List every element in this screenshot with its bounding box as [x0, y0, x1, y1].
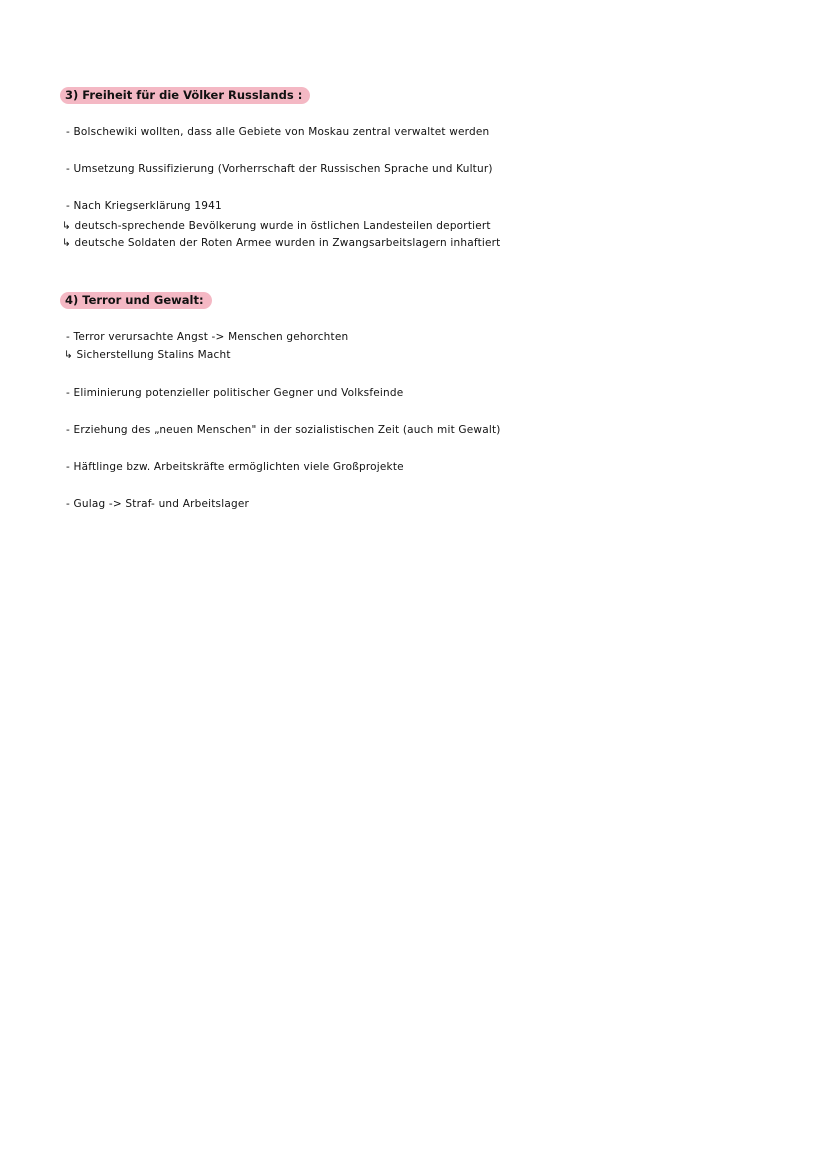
section-3-bullet-3: - Nach Kriegserklärung 1941	[66, 200, 222, 212]
section-3-sub-1: ↳ deutsch-sprechende Bevölkerung wurde in östlichen Landesteilen deportiert	[62, 220, 491, 232]
section-4-bullet-4: - Häftlinge bzw. Arbeitskräfte ermöglichten viele Großprojekte	[66, 461, 404, 473]
section-4-bullet-3: - Erziehung des „neuen Menschen" in der sozialistischen Zeit (auch mit Gewalt)	[66, 424, 501, 436]
section-4-sub-1: ↳ Sicherstellung Stalins Macht	[64, 349, 231, 361]
section-3-bullet-1: - Bolschewiki wollten, dass alle Gebiete von Moskau zentral verwaltet werden	[66, 126, 490, 138]
section-4-heading: 4) Terror und Gewalt:	[60, 292, 212, 309]
section-3-heading: 3) Freiheit für die Völker Russlands :	[60, 87, 310, 104]
section-4-bullet-2: - Eliminierung potenzieller politischer Gegner und Volksfeinde	[66, 387, 404, 399]
section-4-bullet-1: - Terror verursachte Angst -> Menschen gehorchten	[66, 331, 349, 343]
section-4-bullet-5: - Gulag -> Straf- und Arbeitslager	[66, 498, 250, 510]
section-3-sub-2: ↳ deutsche Soldaten der Roten Armee wurden in Zwangsarbeitslagern inhaftiert	[62, 237, 501, 249]
section-3-bullet-2: - Umsetzung Russifizierung (Vorherrschaft der Russischen Sprache und Kultur)	[66, 163, 493, 175]
